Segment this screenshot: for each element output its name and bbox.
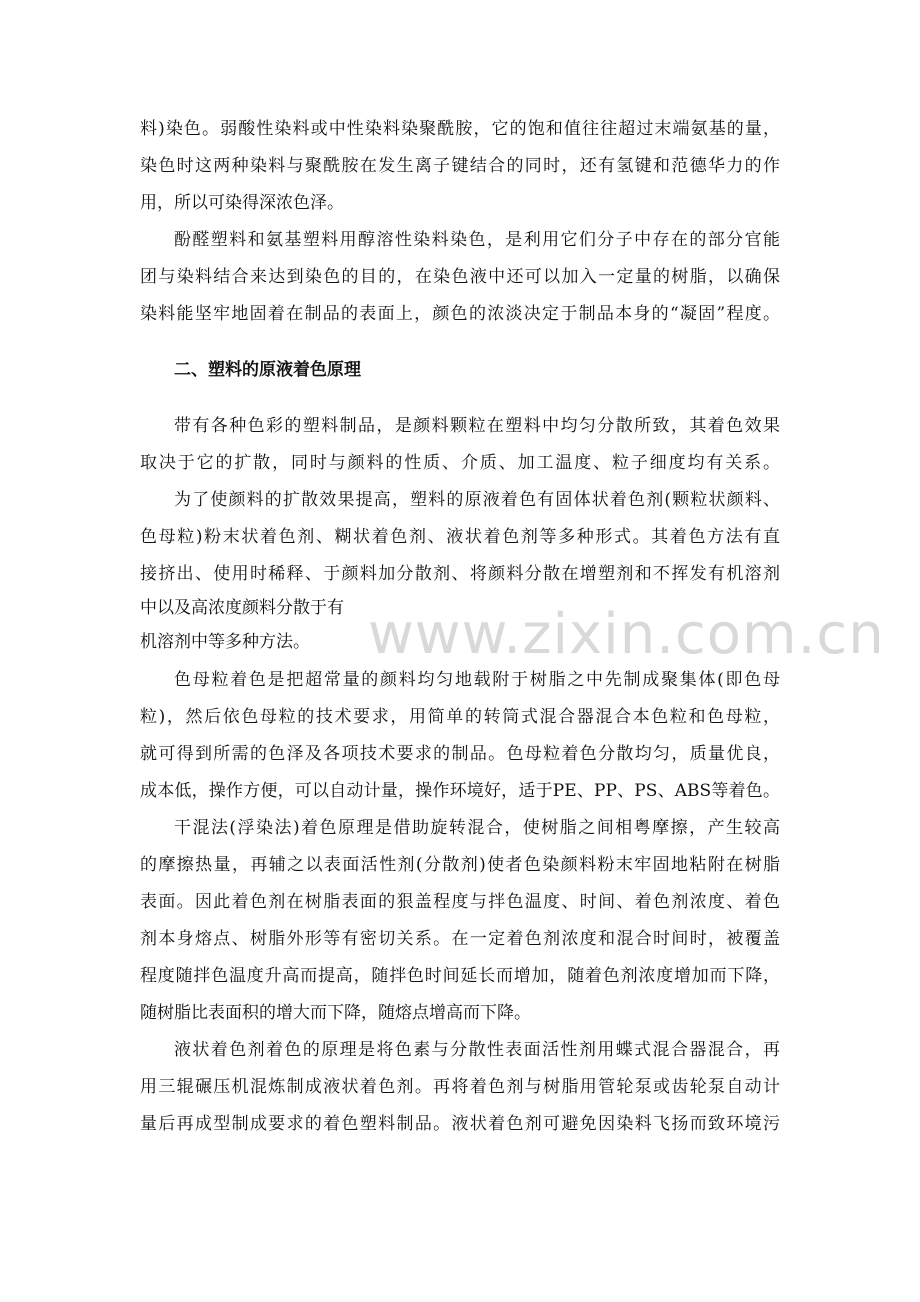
text-line: 料)染色。弱酸性染料或中性染料染聚酰胺，它的饱和值往往超过末端氨基的量，: [140, 119, 780, 139]
text-line: 染料能坚牢地固着在制品的表面上，颜色的浓淡决定于制品本身的“凝固”程度。: [140, 304, 780, 324]
text-line: 带有各种色彩的塑料制品，是颜料颗粒在塑料中均匀分散所致，其着色效果: [174, 416, 780, 436]
text-line: 程度随拌色温度升高而提高，随拌色时间延长而增加，随着色剂浓度增加而下降，: [140, 966, 780, 986]
section-heading: 二、塑料的原液着色原理: [174, 360, 361, 380]
text-line: 随树脂比表面积的增大而下降，随熔点增高而下降。: [140, 1003, 531, 1023]
text-line: 量后再成型制成要求的着色塑料制品。液状着色剂可避免因染料飞扬而致环境污: [140, 1114, 780, 1134]
text-line: 机溶剂中等多种方法。: [140, 632, 310, 652]
text-line: 色母粒)粉末状着色剂、糊状着色剂、液状着色剂等多种形式。其着色方法有直: [140, 527, 780, 547]
text-line: 用，所以可染得深浓色泽。: [140, 193, 344, 213]
text-line: 液状着色剂着色的原理是将色素与分散性表面活性剂用蝶式混合器混合，再: [174, 1040, 780, 1060]
text-line: 团与染料结合来达到染色的目的，在染色液中还可以加入一定量的树脂，以确保: [140, 267, 780, 287]
text-line: 染色时这两种染料与聚酰胺在发生离子键结合的同时，还有氢键和范德华力的作: [140, 156, 780, 176]
text-line: 为了使颜料的扩散效果提高，塑料的原液着色有固体状着色剂(颗粒状颜料、: [174, 490, 780, 510]
text-line: 接挤出、使用时稀释、于颜料加分散剂、将颜料分散在增塑剂和不挥发有机溶剂: [140, 564, 780, 584]
text-line: 酚醛塑料和氨基塑料用醇溶性染料染色，是利用它们分子中存在的部分官能: [174, 230, 780, 250]
text-line: 表面。因此着色剂在树脂表面的狠盖程度与拌色温度、时间、着色剂浓度、着色: [140, 892, 780, 912]
text-line: 成本低，操作方便，可以自动计量，操作环境好，适于PE、PP、PS、ABS等着色。: [140, 781, 780, 801]
text-line: 的摩擦热量，再辅之以表面活性剂(分散剂)使者色染颜料粉末牢固地粘附在树脂: [140, 855, 780, 875]
watermark: www.zixin.com.cn: [368, 602, 885, 667]
text-line: 中以及高浓度颜料分散于有: [140, 598, 344, 618]
text-line: 剂本身熔点、树脂外形等有密切关系。在一定着色剂浓度和混合时间时，被覆盖: [140, 929, 780, 949]
text-line: 色母粒着色是把超常量的颜料均匀地载附于树脂之中先制成聚集体(即色母: [174, 670, 780, 690]
text-line: 用三辊碾压机混炼制成液状着色剂。再将着色剂与树脂用管轮泵或齿轮泵自动计: [140, 1077, 780, 1097]
text-line: 取决于它的扩散，同时与颜料的性质、介质、加工温度、粒子细度均有关系。: [140, 453, 780, 473]
text-line: 粒)，然后依色母粒的技术要求，用简单的转筒式混合器混合本色粒和色母粒，: [140, 707, 780, 727]
text-line: 干混法(浮染法)着色原理是借助旋转混合，使树脂之间相粤摩擦，产生较高: [174, 818, 780, 838]
text-line: 就可得到所需的色泽及各项技术要求的制品。色母粒着色分散均匀，质量优良，: [140, 744, 780, 764]
